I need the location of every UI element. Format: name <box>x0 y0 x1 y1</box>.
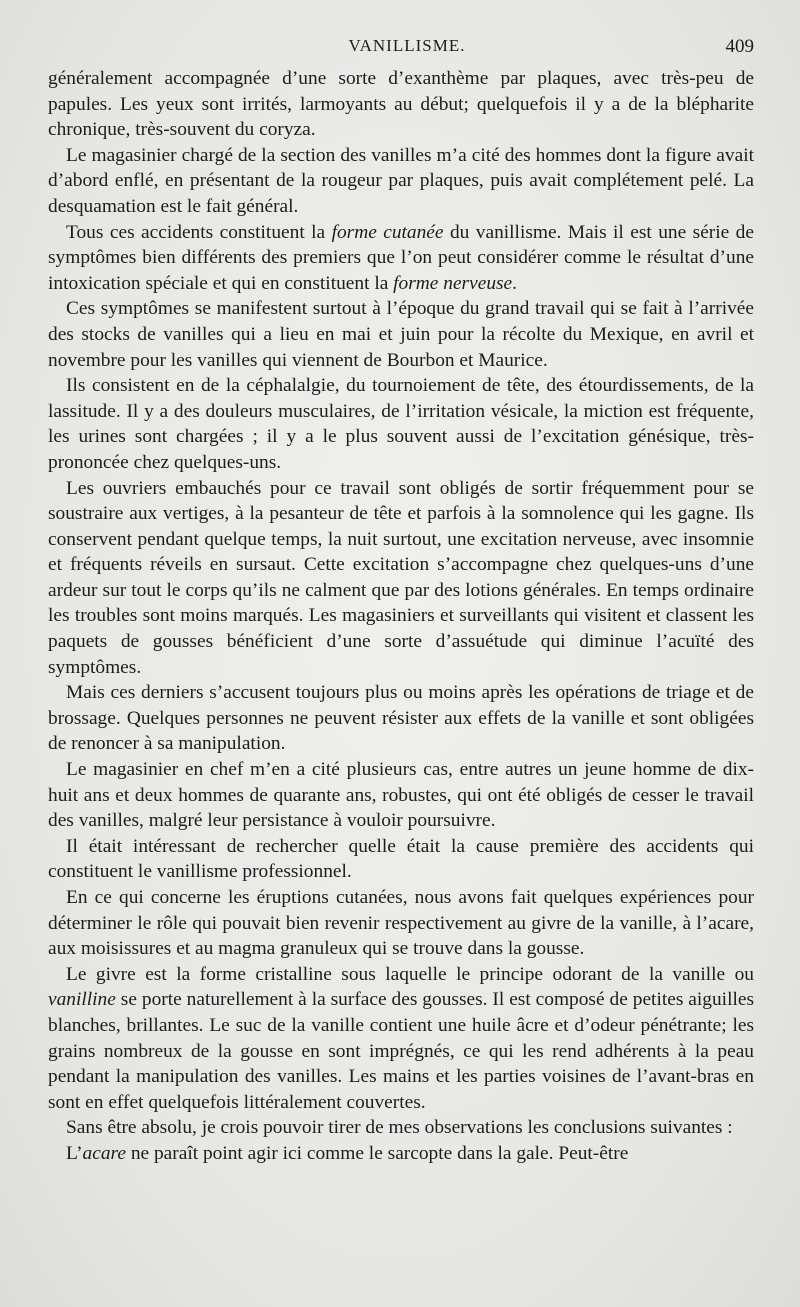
emphasis: acare <box>82 1142 126 1164</box>
paragraph: Ces symptômes se manifestent surtout à l’époque du grand travail qui se fait à l’arrivée des stocks de vanilles qui a lieu en mai et juin pour la récolte du Mexique, en avril et novembre pour les vanilles qui viennent de Bourbon et Maurice. <box>48 298 754 371</box>
paragraph: En ce qui concerne les éruptions cutanées, nous avons fait quelques expériences pour déterminer le rôle qui pouvait bien revenir respectivement au givre de la vanille, à l’acare, aux moisissures et au magma granuleux qui se trouve dans la gousse. <box>48 887 754 960</box>
paragraph: Le magasinier en chef m’en a cité plusieurs cas, entre autres un jeune homme de dix-huit ans et deux hommes de quarante ans, robustes, qui ont été obligés de cesser le travail des vanilles, malgré leur persistance à vouloir poursuivre. <box>48 759 754 832</box>
paragraph: Mais ces derniers s’accusent toujours plus ou moins après les opérations de triage et de brossage. Quelques personnes ne peuvent résister aux effets de la vanille et sont obligées de renoncer à sa manipulation. <box>48 682 754 755</box>
emphasis: forme nerveuse <box>393 272 513 294</box>
paragraph: Tous ces accidents constituent la forme cutanée du vanillisme. Mais il est une série de symptômes bien différents des premiers que l’on peut considérer comme le résultat d’une intoxication spéciale et qui en constituent la forme nerveuse. <box>48 221 754 294</box>
body-text <box>48 66 754 1167</box>
paragraph: Sans être absolu, je crois pouvoir tirer de mes observations les conclusions suivantes : <box>66 1117 733 1139</box>
page-header <box>48 32 754 66</box>
emphasis: vanilline <box>48 989 116 1011</box>
paragraph: Le magasinier chargé de la section des vanilles m’a cité des hommes dont la figure avait d’abord enflé, en présentant de la rougeur par plaques, puis avait complétement pelé. La desquamation est le fait général. <box>48 144 754 217</box>
emphasis: forme cutanée <box>331 221 444 243</box>
paragraph: Il était intéressant de rechercher quelle était la cause première des accidents qui constituent le vanillisme professionnel. <box>48 835 754 883</box>
paragraph: Le givre est la forme cristalline sous laquelle le principe odorant de la vanille ou vanilline se porte naturellement à la surface des gousses. Il est composé de petites aiguilles blanches, brillantes. Le suc de la vanille contient une huile âcre et d’odeur pénétrante; les grains nombreux de la gousse en sont imprégnés, ce qui les rend adhérents à la peau pendant la manipulation des vanilles. Les mains et les parties voisines de l’avant-bras en sont en effet quelquefois littéralement couvertes. <box>48 963 754 1113</box>
paragraph: Les ouvriers embauchés pour ce travail sont obligés de sortir fréquemment pour se soustraire aux vertiges, à la pesanteur de tête et parfois à la somnolence qui les gagne. Ils conservent pendant quelque temps, la nuit surtout, une excitation nerveuse, avec insomnie et fréquents réveils en sursaut. Cette excitation s’accompagne chez quelques-uns d’une ardeur sur tout le corps qu’ils ne calment que par des lotions générales. En temps ordinaire les troubles sont moins marqués. Les magasiniers et surveillants qui visitent et classent les paquets de gousses bénéficient d’une sorte d’assuétude qui diminue l’acuïté des symptômes. <box>48 477 754 678</box>
paragraph: Ils consistent en de la céphalalgie, du tournoiement de tête, des étourdissements, de la lassitude. Il y a des douleurs musculaires, de l’irritation vésicale, la miction est fréquente, les urines sont chargées ; il y a le plus souvent aussi de l’excitation génésique, très-prononcée chez quelques-uns. <box>48 375 754 473</box>
paragraph: généralement accompagnée d’une sorte d’exanthème par plaques, avec très-peu de papules. Les yeux sont irrités, larmoyants au début; quelquefois il y a de la blépharite chronique, très-souvent du coryza. <box>48 68 754 141</box>
paragraph: L’acare ne paraît point agir ici comme le sarcopte dans la gale. Peut-être <box>66 1142 629 1164</box>
page-number: 409 <box>725 36 754 57</box>
running-title: VANILLISME. <box>348 36 466 55</box>
